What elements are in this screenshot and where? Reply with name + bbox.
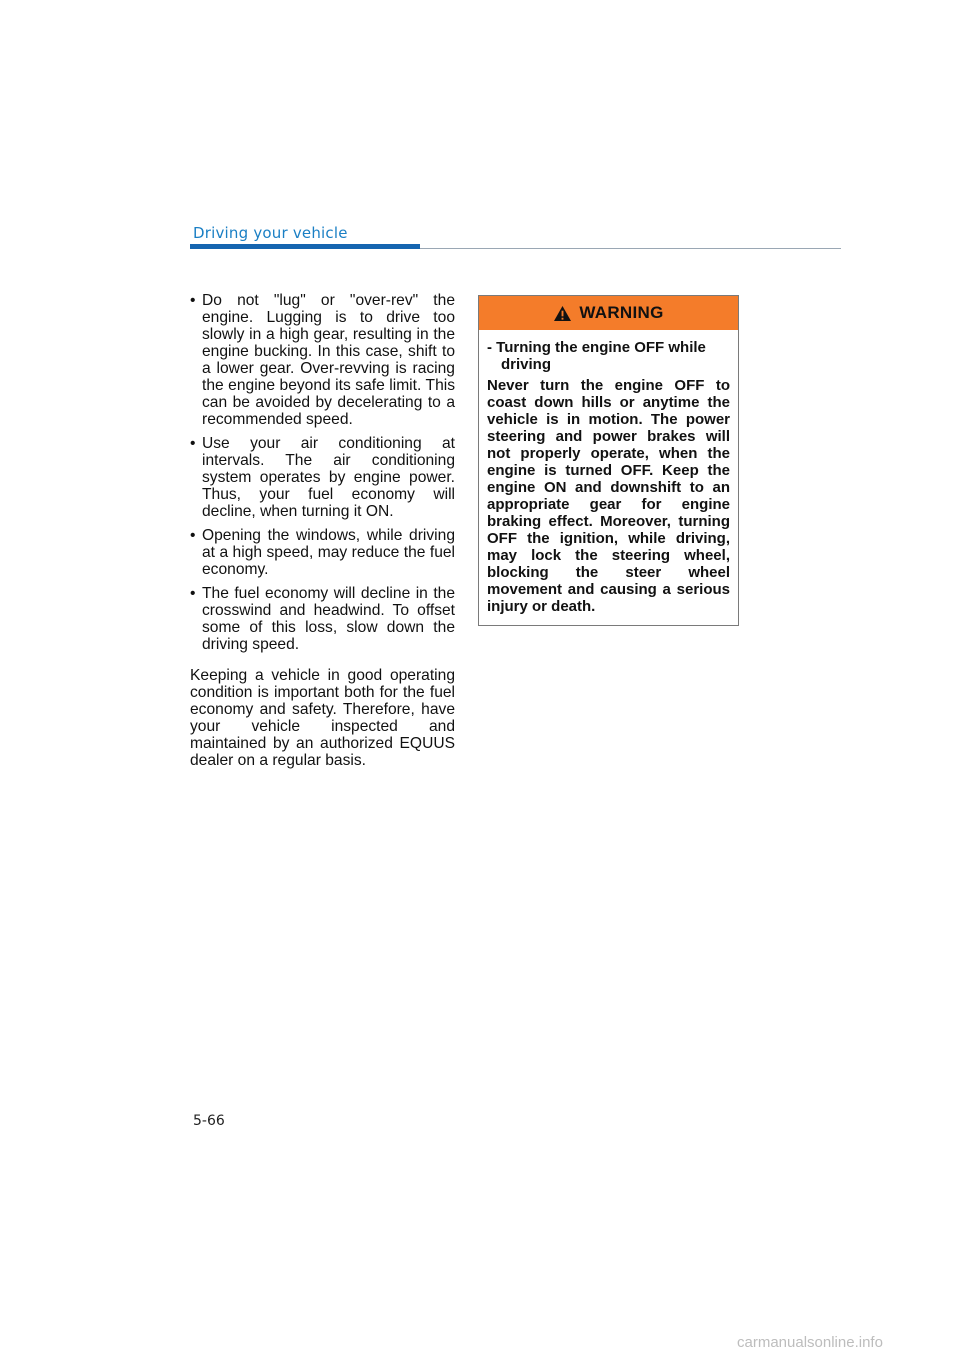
warning-header xyxy=(479,296,738,330)
list-item: • The fuel economy will decline in the crosswind and headwind. To offset some of this loss, slow down the driving speed. xyxy=(190,585,455,653)
tips-list xyxy=(190,292,455,653)
list-item: • Use your air conditioning at intervals. The air conditioning system operates by engine power. Thus, your fuel economy will decline, when turning it ON. xyxy=(190,435,455,520)
page-number: 5-66 xyxy=(193,1113,225,1129)
header-rule-line xyxy=(420,248,841,249)
warning-title: WARNING xyxy=(579,303,664,322)
warning-text: Never turn the engine OFF to coast down hills or anytime the vehicle is in motion. The power steering and power brakes will not properly operate, when the engine is turned OFF. Keep the engine ON and downshift to an appropriate gear for engine braking effect. Moreover, turning OFF the ignition, while driving, may lock the steering wheel, blocking the steer wheel movement and causing a serious injury or death. xyxy=(487,377,730,615)
warning-body xyxy=(479,330,738,615)
watermark: carmanualsonline.info xyxy=(737,1334,883,1351)
warning-box xyxy=(478,295,739,626)
maintenance-paragraph: Keeping a vehicle in good operating condition is important both for the fuel economy and safety. Therefore, have your vehicle inspected and maintained by an authorized EQUUS dealer on a regular basis. xyxy=(190,667,455,769)
section-title: Driving your vehicle xyxy=(193,224,348,242)
warning-triangle-icon xyxy=(553,305,572,322)
list-item: • Do not "lug" or "over-rev" the engine. Lugging is to drive too slowly in a high gear, resulting in the engine bucking. In this case, shift to a lower gear. Over-revving is racing the engine beyond its safe limit. This can be avoided by decelerating to a recommended speed. xyxy=(190,292,455,428)
warning-subheading: - Turning the engine OFF while driving xyxy=(487,339,706,373)
left-column xyxy=(190,292,455,769)
header-rule-accent xyxy=(190,244,420,249)
list-item: • Opening the windows, while driving at a high speed, may reduce the fuel economy. xyxy=(190,527,455,578)
